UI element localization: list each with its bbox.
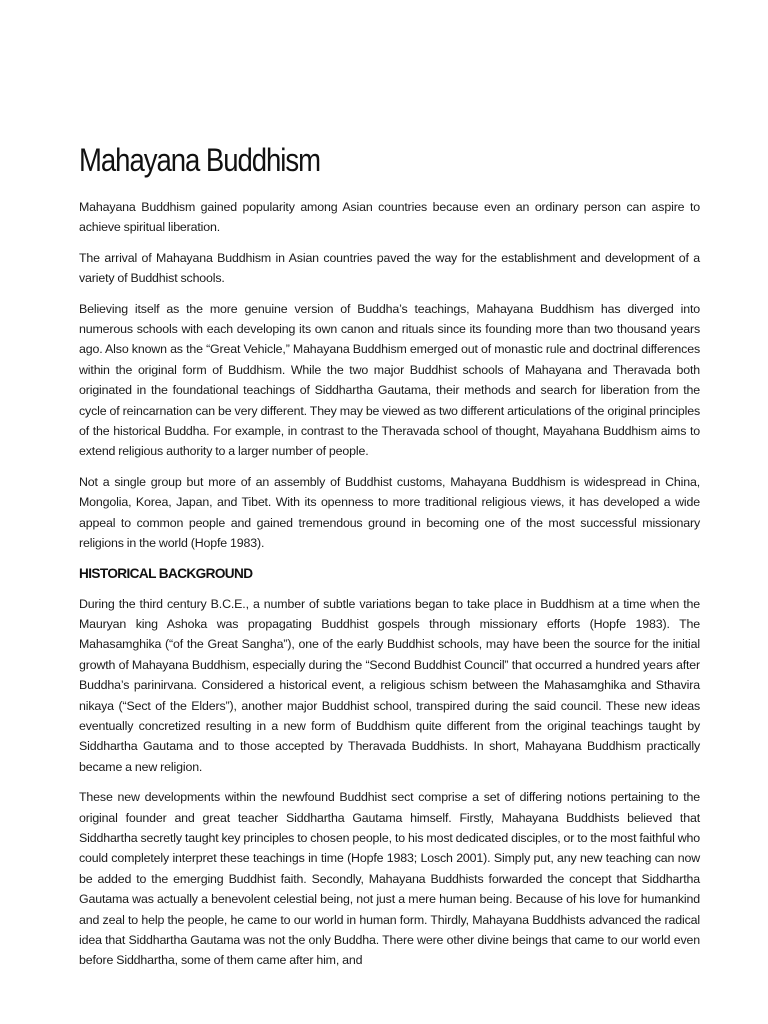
paragraph-intro-3: Believing itself as the more genuine version of Buddha’s teachings, Mahayana Buddhism has diverged into numerous schools with each developing its own canon and rituals since its founding more than two thousand years ago. Also known as the “Great Vehicle,” Mahayana Buddhism emerged out of monastic rule and doctrinal differences within the original form of Buddhism. While the two major Buddhist schools of Mahayana and Theravada both originated in the foundational teachings of Siddhartha Gautama, their methods and search for liberation from the cycle of reincarnation can be very different. They may be viewed as two different articulations of the original principles of the historical Buddha. For example, in contrast to the Theravada school of thought, Mayahana Buddhism aims to extend religious authority to a larger number of people. <box>79 301 700 459</box>
paragraph-history-2: These new developments within the newfound Buddhist sect comprise a set of differing notions pertaining to the original founder and great teacher Siddhartha Gautama himself. Firstly, Mahayana Buddhists believed that Siddhartha secretly taught key principles to chosen people, to his most dedicated disciples, or to the most faithful who could completely interpret these teachings in time (Hopfe 1983; Losch 2001). Simply put, any new teaching can now be added to the emerging Buddhist faith. Secondly, Mahayana Buddhists forwarded the concept that Siddhartha Gautama was actually a benevolent celestial being, not just a mere human being. Because of his love for humankind and zeal to help the people, he came to our world in human form. Thirdly, Mahayana Buddhists advanced the radical idea that Siddhartha Gautama was not the only Buddha. There were other divine beings that came to our world even before Siddhartha, some of them came after him, and <box>79 790 700 968</box>
paragraph-intro-1: Mahayana Buddhism gained popularity among Asian countries because even an ordinary person can aspire to achieve spiritual liberation. <box>79 200 700 235</box>
paragraph-intro-2: The arrival of Mahayana Buddhism in Asian countries paved the way for the establishment and development of a variety of Buddhist schools. <box>79 250 700 286</box>
paragraph-intro-4: Not a single group but more of an assembly of Buddhist customs, Mahayana Buddhism is widespread in China, Mongolia, Korea, Japan, and Tibet. With its openness to more traditional religious views, it has developed a wide appeal to common people and gained tremendous ground in becoming one of the most successful missionary religions in the world (Hopfe 1983). <box>79 474 700 551</box>
section-heading: HISTORICAL BACKGROUND <box>79 565 253 581</box>
paragraph-history-1: During the third century B.C.E., a number of subtle variations began to take place in Buddhism at a time when the Mauryan king Ashoka was propagating Buddhist gospels through missionary efforts (Hopfe 1983). The Mahasamghika (“of the Great Sangha”), one of the early Buddhist schools, may have been the source for the initial growth of Mahayana Buddhism, especially during the “Second Buddhist Council” that occurred a hundred years after Buddha’s parinirvana. Considered a historical event, a religious schism between the Mahasamghika and Sthavira nikaya (“Sect of the Elders”), another major Buddhist school, transpired during the said council. These new ideas eventually concretized resulting in a new form of Buddhism quite different from the original teachings taught by Siddhartha Gautama and to those accepted by Theravada Buddhists. In short, Mahayana Buddhism practically became a new religion. <box>79 596 700 774</box>
page-title: Mahayana Buddhism <box>79 142 321 178</box>
document-body <box>79 140 700 981</box>
